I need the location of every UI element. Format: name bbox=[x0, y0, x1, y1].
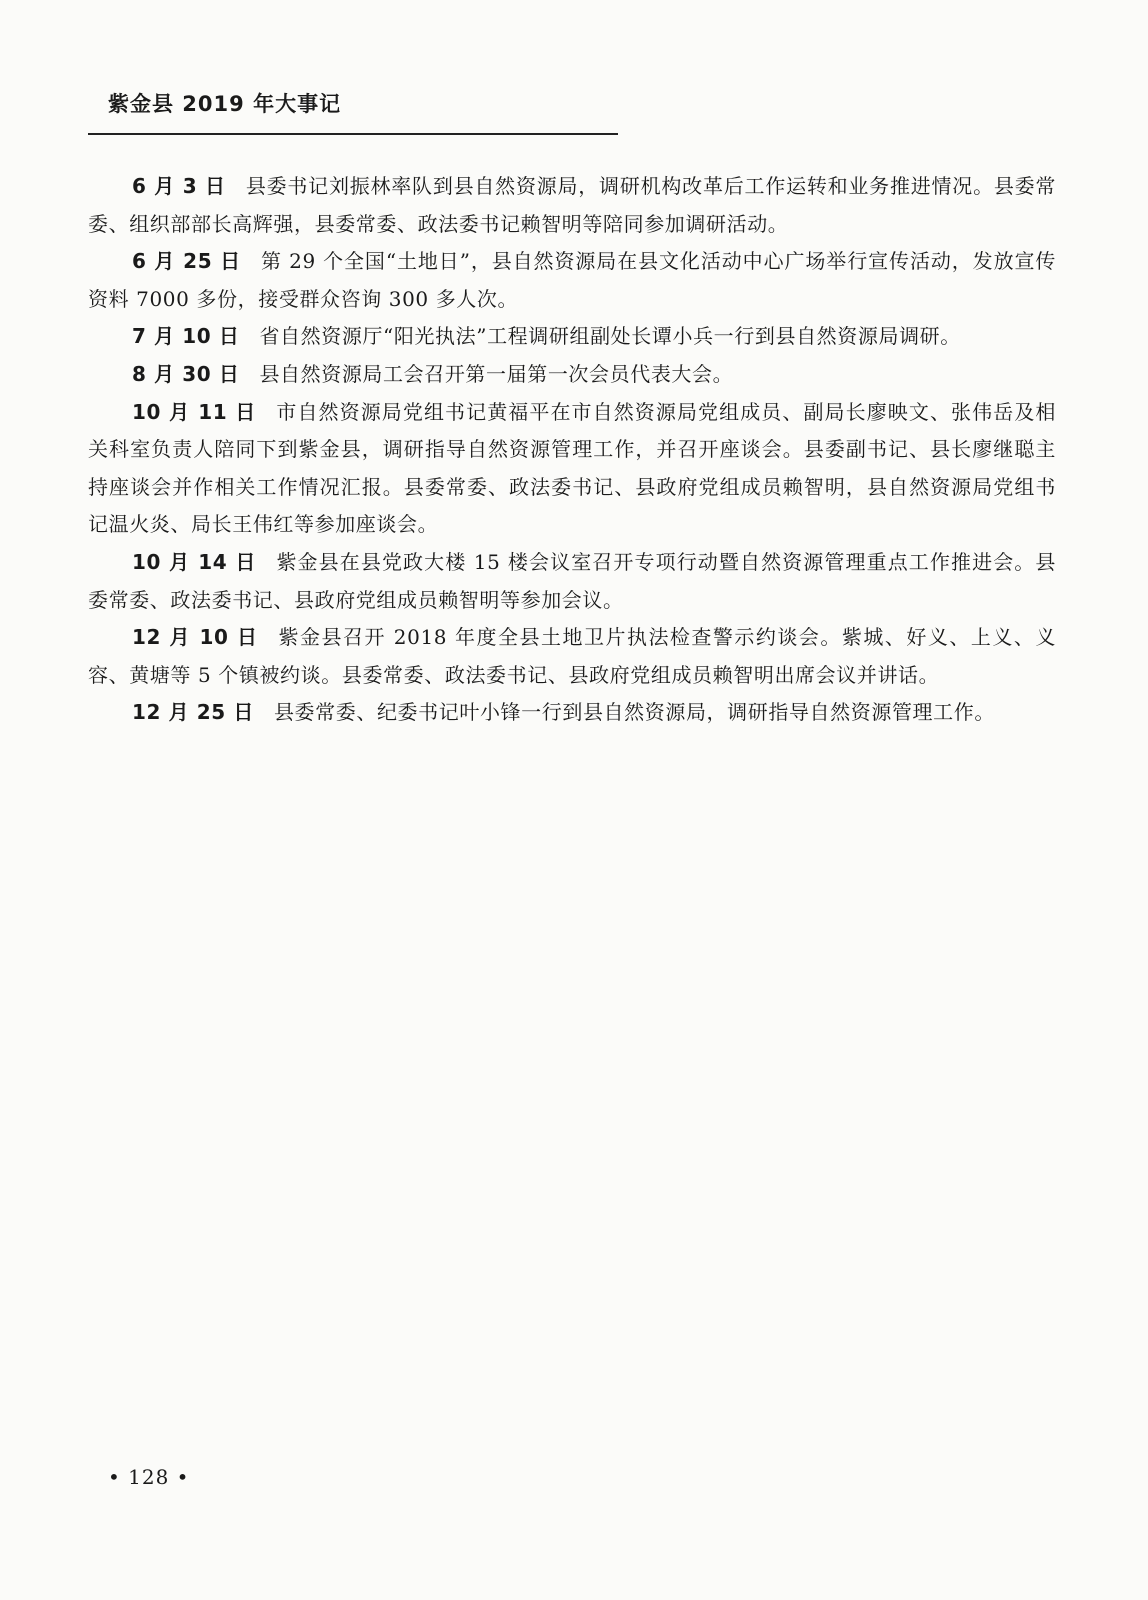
entry-text: 省自然资源厅“阳光执法”工程调研组副处长谭小兵一行到县自然资源局调研。 bbox=[259, 324, 961, 349]
entry-text: 紫金县召开 2018 年度全县土地卫片执法检查警示约谈会。紫城、好义、上义、义容、黄塘等 5 个镇被约谈。县委常委、政法委书记、县政府党组成员赖智明出席会议并讲话。 bbox=[88, 625, 1057, 687]
entry-date: 10 月 14 日 bbox=[132, 549, 257, 574]
entry-text: 第 29 个全国“土地日”，县自然资源局在县文化活动中心广场举行宣传活动，发放宣传资料 7000 多份，接受群众咨询 300 多人次。 bbox=[88, 249, 1057, 311]
entry bbox=[88, 318, 1056, 356]
header-rule bbox=[88, 133, 618, 135]
entry-text: 县自然资源局工会召开第一届第一次会员代表大会。 bbox=[259, 361, 734, 386]
entry-date: 7 月 10 日 bbox=[132, 324, 240, 349]
entry-text: 市自然资源局党组书记黄福平在市自然资源局党组成员、副局长廖映文、张伟岳及相关科室负责人陪同下到紫金县，调研指导自然资源管理工作，并召开座谈会。县委副书记、县长廖继聪主持座谈会并作相关工作情况汇报。县委常委、政法委书记、县政府党组成员赖智明，县自然资源局党组书记温火炎、局长王伟红等参加座谈会。 bbox=[88, 399, 1056, 537]
entry bbox=[88, 243, 1056, 318]
entry bbox=[88, 394, 1056, 544]
entry-text: 县委书记刘振林率队到县自然资源局，调研机构改革后工作运转和业务推进情况。县委常委、组织部部长高辉强，县委常委、政法委书记赖智明等陪同参加调研活动。 bbox=[88, 174, 1057, 236]
entry-text: 县委常委、纪委书记叶小锋一行到县自然资源局，调研指导自然资源管理工作。 bbox=[273, 700, 995, 725]
entry-date: 6 月 25 日 bbox=[132, 249, 241, 274]
entry bbox=[88, 168, 1056, 243]
running-header: 紫金县 2019 年大事记 bbox=[108, 92, 342, 116]
page-number: • 128 • bbox=[108, 1465, 190, 1489]
entry-date: 12 月 25 日 bbox=[132, 700, 254, 725]
entry-date: 6 月 3 日 bbox=[132, 174, 226, 198]
entry bbox=[88, 694, 1056, 732]
entry-date: 12 月 10 日 bbox=[132, 625, 259, 650]
entry-date: 8 月 30 日 bbox=[132, 361, 240, 386]
entry bbox=[88, 356, 1056, 394]
entry-date: 10 月 11 日 bbox=[132, 399, 257, 424]
entry bbox=[88, 544, 1056, 619]
entry-text: 紫金县在县党政大楼 15 楼会议室召开专项行动暨自然资源管理重点工作推进会。县委常委、政法委书记、县政府党组成员赖智明等参加会议。 bbox=[88, 549, 1056, 612]
chronicle-entries bbox=[88, 168, 1056, 732]
entry bbox=[88, 619, 1056, 694]
